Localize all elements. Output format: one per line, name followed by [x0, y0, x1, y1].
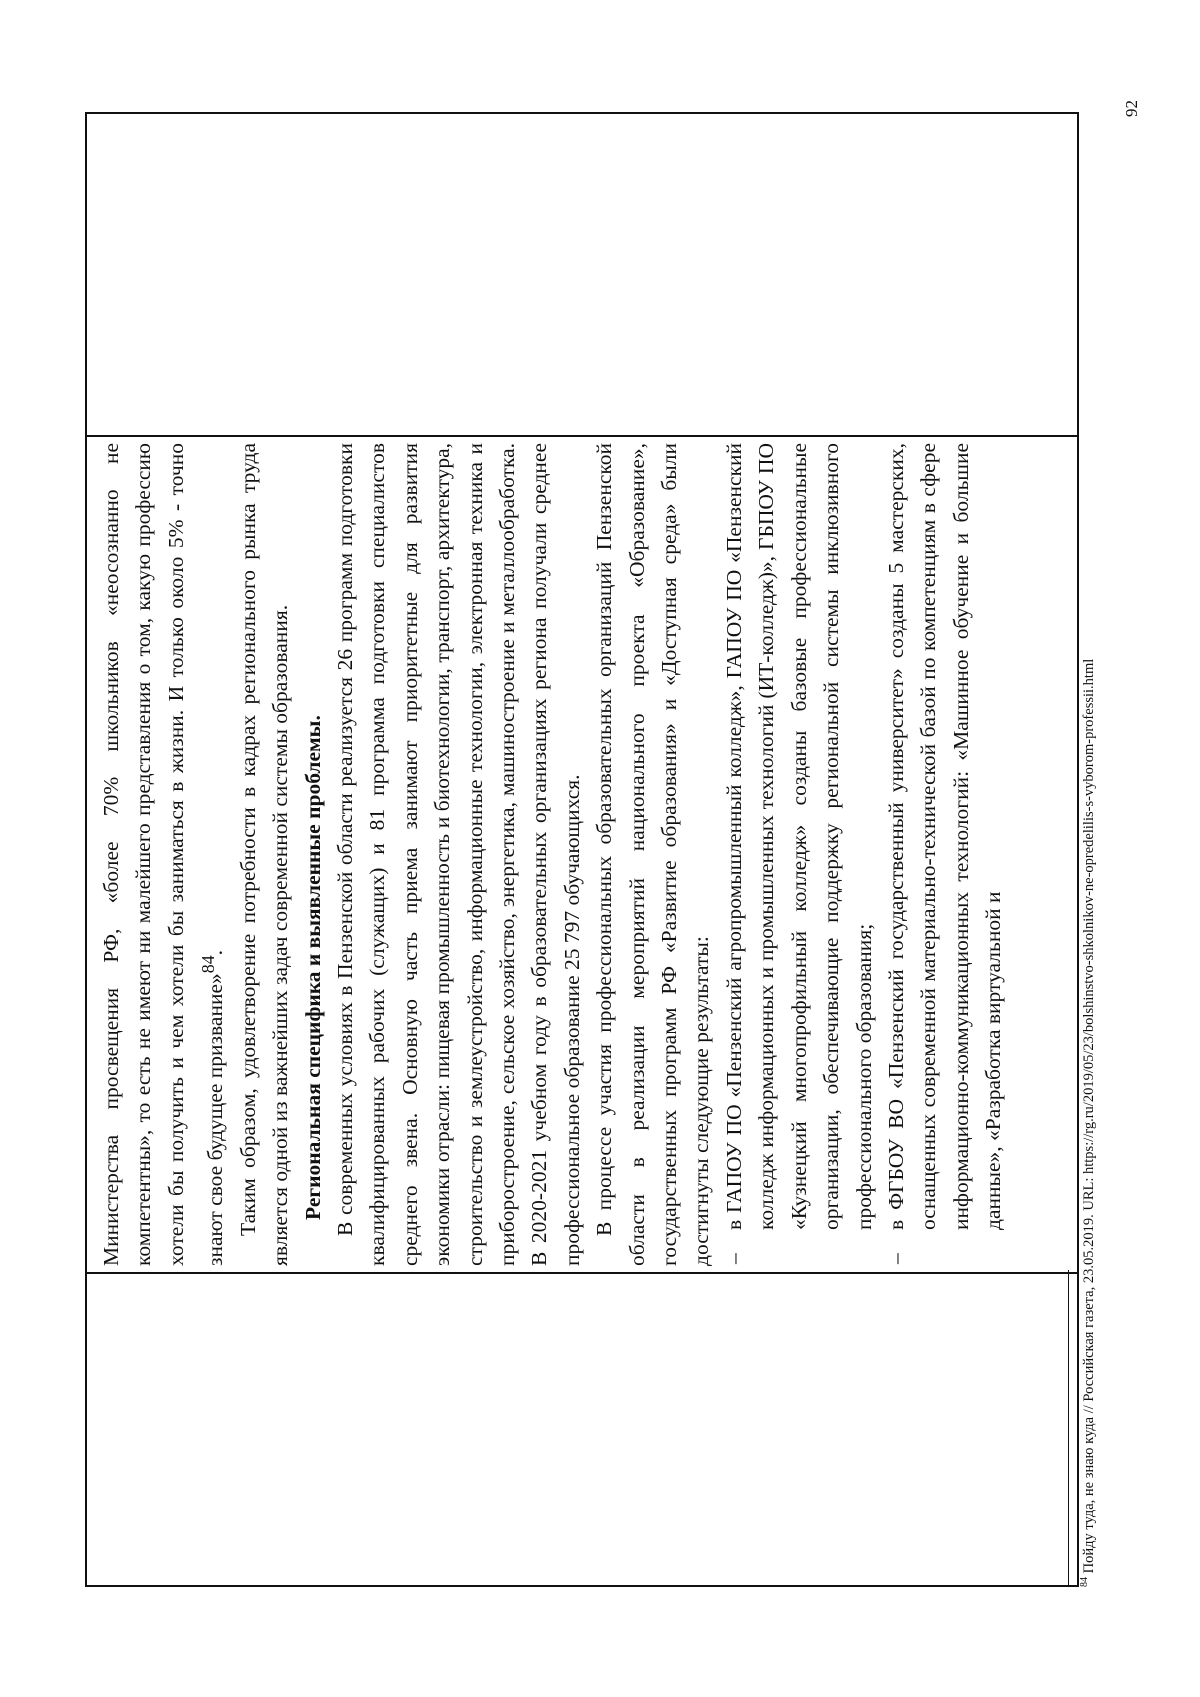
footnote-text: Пойду туда, не знаю куда // Российская газета, 23.05.2019. URL: https://rg.ru/2019/05/23/bolshinstvo-shkolnikov-ne-opredelilis-s-vyborom-professii.html [1080, 658, 1097, 1577]
footnote-separator [1068, 1270, 1069, 1587]
footnote-number: 84 [1079, 1577, 1090, 1587]
list-item: – в ГАПОУ ПО «Пензенский агропромышленный колледж», ГАПОУ ПО «Пензенский колледж информационных и промышленных технологий (ИТ-колледж)», ГБПОУ ПО «Кузнецкий многопрофильный колледж» созданы базовые профессиональные организации, обеспечивающие поддержку региональной системы инклюзивного профессионального образования; [718, 443, 880, 1266]
dash-bullet: – [721, 1253, 746, 1264]
column-divider [87, 1272, 1077, 1274]
paragraph: В процессе участия профессиональных образовательных организаций Пензенской области в реализации мероприятий национального проекта «Образование», государственных программ РФ «Развитие образования» и «Доступная среда» были достигнуты следующие результаты: [592, 443, 714, 1266]
list-item: – в ФГБОУ ВО «Пензенский государственный университет» созданы 5 мастерских, оснащенных современной материально-технической базой по компетенциям в сфере информационно-коммуникационных технологий: «Машинное обучение и большие данные», «Разработка виртуальной и [880, 443, 1010, 1266]
paragraph: Таким образом, удовлетворение потребности в кадрах регионального рынка труда является одной из важнейших задач современной системы образования. [235, 443, 293, 1266]
footnote-reference: 84 [198, 955, 219, 974]
section-heading: Региональная специфика и выявленные проблемы. [300, 715, 325, 1220]
table-text-cell [87, 437, 1079, 1272]
dash-bullet: – [883, 1253, 908, 1264]
footnote [1075, 107, 1099, 1587]
page-number: 92 [1122, 100, 1141, 117]
paragraph: В современных условиях в Пензенской области реализуется 26 программ подготовки квалифицированных рабочих (служащих) и 81 программа подготовки специалистов среднего звена. Основную часть приема занимают приоритетные для развития экономики отрасли: пищевая промышленность и биотехнологии, транспорт, архитектура, строительство и землеустройство, информационные технологии, электронная техника и приборостроение, сельское хозяйство, энергетика, машиностроение и металлообработка. В 2020-2021 учебном году в образовательных организациях региона получали среднее профессиональное образование 25 797 обучающихся. [333, 443, 584, 1266]
document-table [85, 112, 1079, 1587]
paragraph: Министерства просвещения РФ, «более 70% школьников «неосознанно не компетентны», то есть не имеют ни малейшего представления о том, какую профессию хотели бы получить и чем хотели бы заниматься в жизни. И только около 5% - точно знают свое будущее призвание»$^{84}$. [99, 443, 228, 1266]
